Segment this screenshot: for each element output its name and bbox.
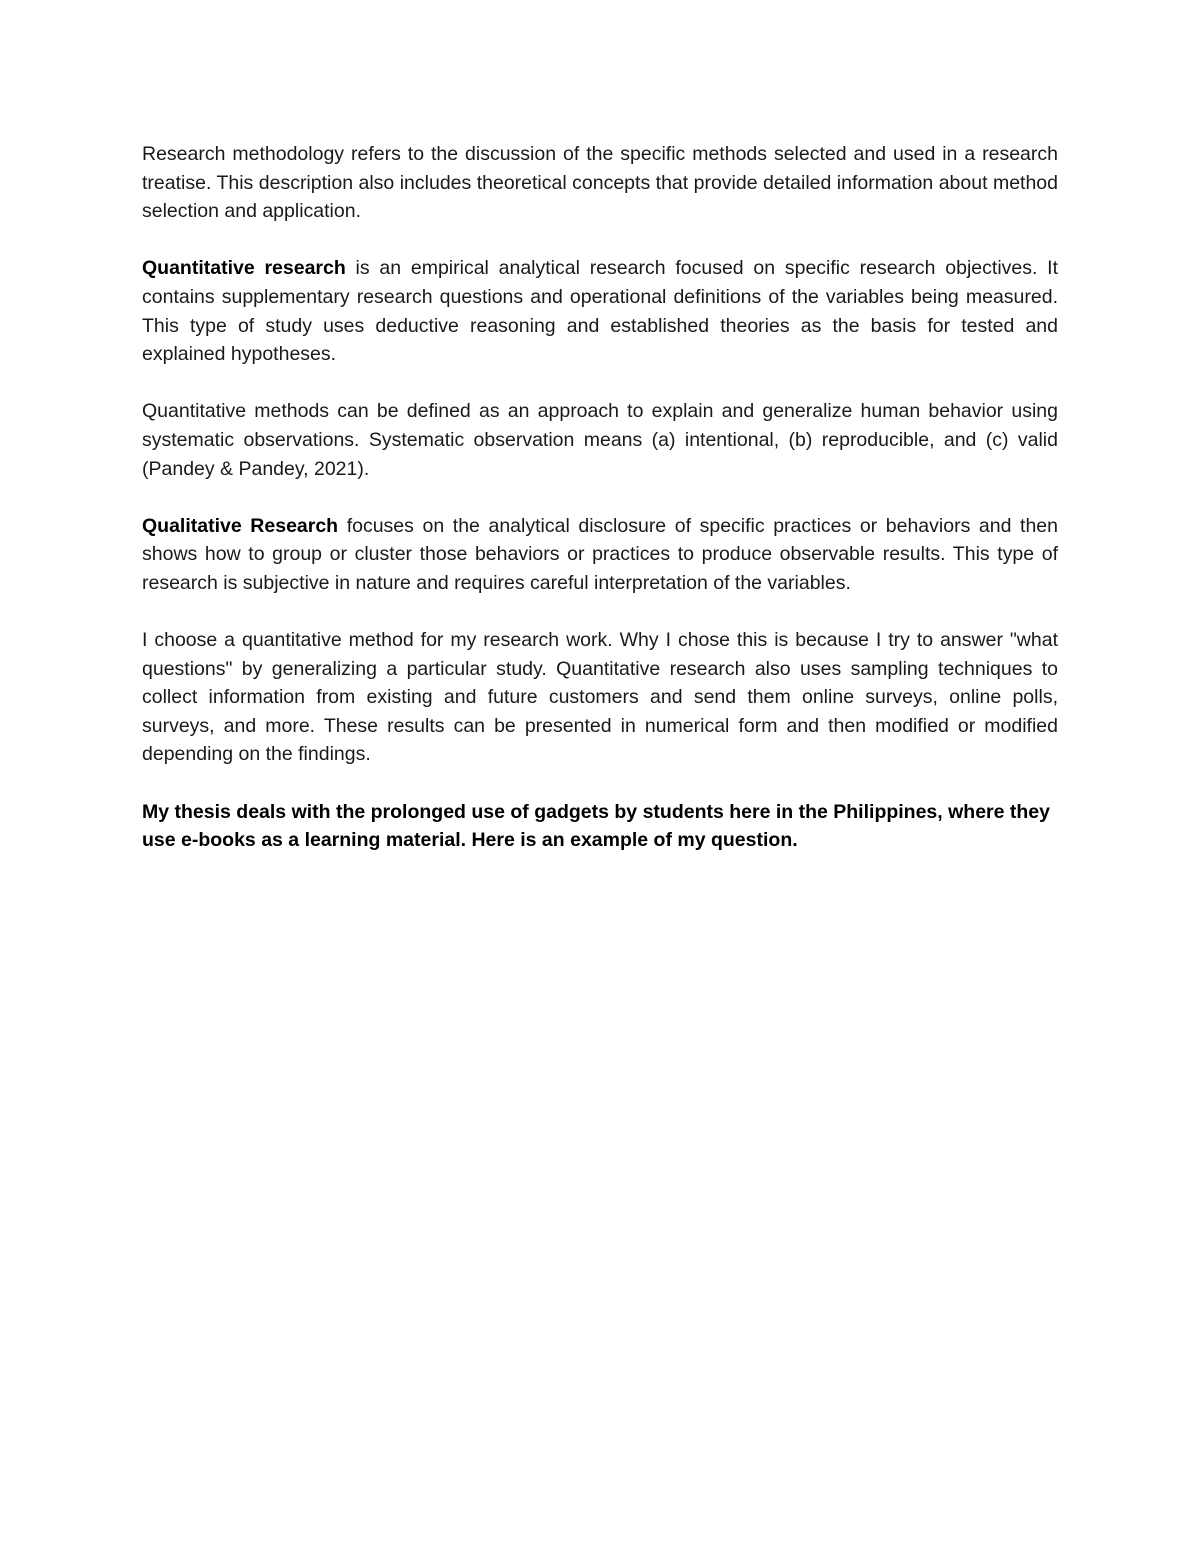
paragraph-quantitative-methods xyxy=(142,397,1058,483)
paragraph-text: I choose a quantitative method for my research work. Why I chose this is because I try to answer "what questions" by generalizing a particular study. Quantitative research also uses sampling techniques to collect information from existing and future customers and send them online surveys, online polls, surveys, and more. These results can be presented in numerical form and then modified or modified depending on the findings. xyxy=(142,629,1058,766)
paragraph-qualitative-research xyxy=(142,512,1058,598)
paragraph-text: Research methodology refers to the discussion of the specific methods selected and used in a research treatise. This description also includes theoretical concepts that provide detailed information about method selection and application. xyxy=(142,143,1058,223)
paragraph-text: focuses on the analytical disclosure of specific practices or behaviors and then shows how to group or cluster those behaviors or practices to produce observable results. This type of research is subjective in nature and requires careful interpretation of the variables. xyxy=(142,514,1058,594)
paragraph-method-choice xyxy=(142,626,1058,769)
term-qualitative-research: Qualitative Research xyxy=(142,514,339,537)
thesis-statement: My thesis deals with the prolonged use of gadgets by students here in the Philippines, where they use e-books as a learning material. Here is an example of my question. xyxy=(142,800,1050,852)
document-body xyxy=(142,140,1058,855)
paragraph-text: Quantitative methods can be defined as an approach to explain and generalize human behavior using systematic observations. Systematic observation means (a) intentional, (b) reproducible, and (c) valid (Pandey & Pandey, 2021). xyxy=(142,400,1058,480)
term-quantitative-research: Quantitative research xyxy=(142,257,346,280)
paragraph-text: is an empirical analytical research focused on specific research objectives. It contains supplementary research questions and operational definitions of the variables being measured. This type of study uses deductive reasoning and established theories as the basis for tested and explained hypotheses. xyxy=(142,257,1059,366)
paragraph-research-methodology xyxy=(142,140,1058,226)
paragraph-quantitative-research xyxy=(142,254,1058,368)
